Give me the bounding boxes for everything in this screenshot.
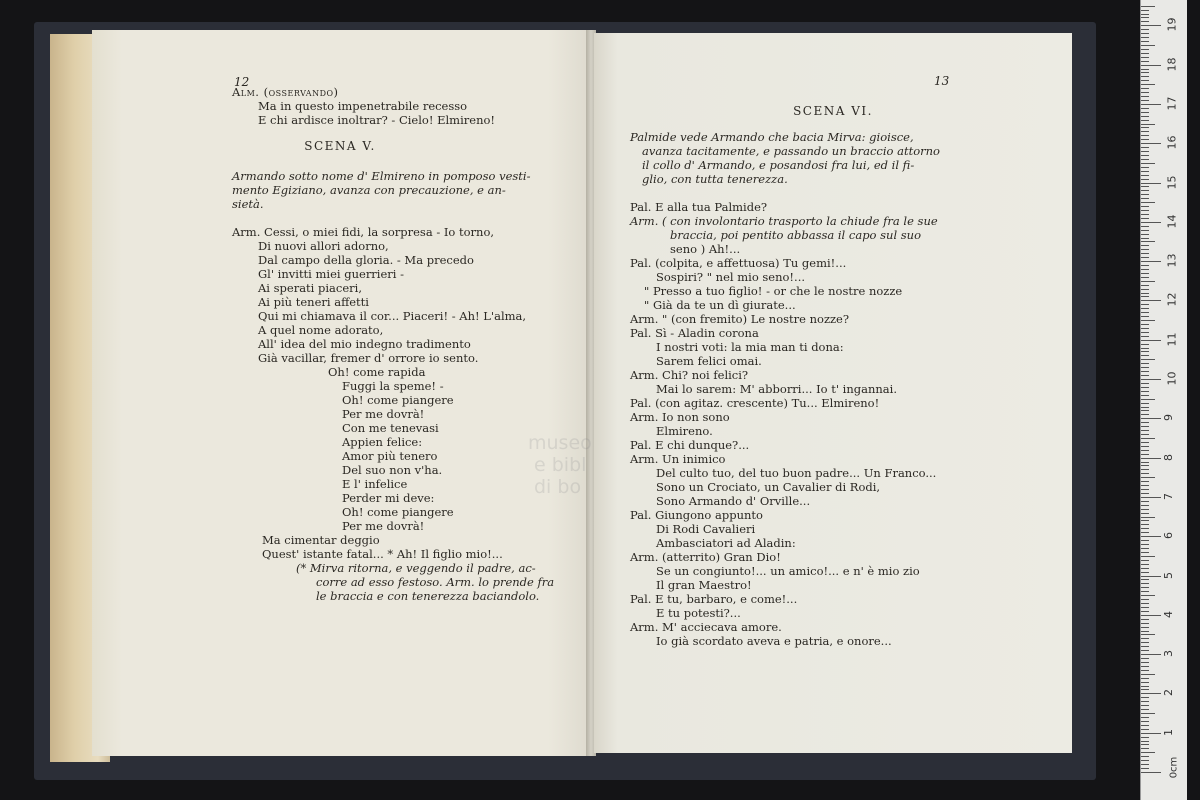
dialogue-line: Arm. (atterrito) Gran Dio! <box>630 550 781 564</box>
ruler-number: 7 <box>1162 492 1175 500</box>
ruler-tick <box>1141 49 1149 50</box>
dialogue-line: Sarem felici omai. <box>656 354 762 368</box>
aria-line: Fuggi la speme! - <box>342 379 444 393</box>
ruler-tick <box>1141 375 1149 376</box>
ruler-tick <box>1141 548 1149 549</box>
ruler-tick <box>1141 253 1149 254</box>
aria-line: Del suo non v'ha. <box>342 463 443 477</box>
ruler-tick <box>1141 634 1155 635</box>
ruler-tick <box>1141 540 1149 541</box>
ruler-number: 16 <box>1165 135 1179 150</box>
ruler-tick <box>1141 76 1149 77</box>
ruler-tick <box>1141 53 1149 54</box>
ruler-tick <box>1141 744 1149 745</box>
ruler-tick <box>1141 300 1161 301</box>
dialogue-line: E tu potesti?... <box>656 606 741 620</box>
ruler-tick <box>1141 552 1149 553</box>
ruler-tick <box>1141 576 1161 577</box>
ruler-number: 19 <box>1165 17 1179 32</box>
ruler-tick <box>1141 367 1149 368</box>
ruler-tick <box>1141 214 1149 215</box>
ruler-tick <box>1141 422 1149 423</box>
ruler-tick <box>1141 127 1149 128</box>
ruler-number: 3 <box>1162 650 1175 658</box>
dialogue-line: Pal. E tu, barbaro, e come!... <box>630 592 798 606</box>
ruler-tick <box>1141 497 1161 498</box>
ruler-tick <box>1141 355 1149 356</box>
ruler-tick <box>1141 509 1149 510</box>
ruler-number: 10 <box>1165 371 1179 386</box>
ruler-tick <box>1141 572 1149 573</box>
ruler-tick <box>1141 285 1149 286</box>
ruler-tick <box>1141 139 1149 140</box>
ruler-tick <box>1141 234 1149 235</box>
dialogue-line: Elmireno. <box>656 424 713 438</box>
ruler-tick <box>1141 725 1149 726</box>
ruler-tick <box>1141 230 1149 231</box>
ruler-tick <box>1141 171 1149 172</box>
ruler-tick <box>1141 351 1149 352</box>
ruler-tick <box>1141 709 1149 710</box>
ruler-number: 18 <box>1165 57 1179 72</box>
ruler-tick <box>1141 670 1149 671</box>
aria-line: Perder mi deve: <box>342 491 435 505</box>
ruler-tick <box>1141 591 1149 592</box>
ruler-tick <box>1141 517 1155 518</box>
ruler-tick <box>1141 163 1155 164</box>
ruler-tick <box>1141 108 1149 109</box>
ruler-tick <box>1141 666 1149 667</box>
ruler-tick <box>1141 69 1149 70</box>
verse-line: A quel nome adorato, <box>258 323 384 337</box>
ruler-tick <box>1141 619 1149 620</box>
stage-direction: il collo d' Armando, e posandosi fra lui, ed il fi- <box>642 158 915 172</box>
ruler-tick <box>1141 143 1161 144</box>
ruler-tick <box>1141 21 1149 22</box>
ruler-tick <box>1141 72 1149 73</box>
ruler-tick <box>1141 741 1149 742</box>
ruler-tick <box>1141 37 1149 38</box>
ruler-tick <box>1141 147 1149 148</box>
ruler-tick <box>1141 65 1161 66</box>
aria-line: Oh! come rapida <box>328 365 426 379</box>
ruler-tick <box>1141 560 1149 561</box>
scene-heading: SCENA VI. <box>793 104 873 118</box>
ruler-tick <box>1141 544 1149 545</box>
ruler-tick <box>1141 100 1149 101</box>
ruler-tick <box>1141 528 1149 529</box>
ruler-tick <box>1141 450 1149 451</box>
ruler-tick <box>1141 344 1149 345</box>
ruler-tick <box>1141 579 1149 580</box>
ruler-tick <box>1141 595 1155 596</box>
ruler-tick <box>1141 340 1161 341</box>
ruler-tick <box>1141 564 1149 565</box>
ruler-tick <box>1141 729 1149 730</box>
ruler-tick <box>1141 638 1149 639</box>
ruler-tick <box>1141 768 1149 769</box>
ruler-tick <box>1141 249 1149 250</box>
verse-line: Arm. Cessi, o miei fidi, la sorpresa - Io torno, <box>232 225 495 239</box>
ruler-tick <box>1141 678 1149 679</box>
ruler-tick <box>1141 477 1155 478</box>
ruler-tick <box>1141 179 1149 180</box>
dialogue-line: Io già scordato aveva e patria, e onore... <box>656 634 892 648</box>
dialogue-line: braccia, poi pentito abbassa il capo sul suo <box>670 228 922 242</box>
ruler-tick <box>1141 328 1149 329</box>
ruler-tick <box>1141 693 1161 694</box>
verse-line: Quest' istante fatal... * Ah! Il figlio mio!... <box>262 547 503 561</box>
ruler-tick <box>1141 686 1149 687</box>
ruler-tick <box>1141 151 1149 152</box>
ruler-tick <box>1141 462 1149 463</box>
library-watermark <box>528 432 592 498</box>
ruler-tick <box>1141 520 1149 521</box>
ruler-tick <box>1141 465 1149 466</box>
ruler-tick <box>1141 25 1161 26</box>
ruler-tick <box>1141 293 1149 294</box>
ruler-tick <box>1141 458 1161 459</box>
dialogue-line: Ambasciatori ad Aladin: <box>656 536 796 550</box>
ruler-tick <box>1141 289 1149 290</box>
verse-line: Ai più teneri affetti <box>258 295 369 309</box>
right-page <box>594 33 1072 753</box>
ruler-number: 4 <box>1162 610 1175 618</box>
ruler-tick <box>1141 756 1149 757</box>
ruler-tick <box>1141 155 1149 156</box>
ruler-tick <box>1141 273 1149 274</box>
ruler-tick <box>1141 489 1149 490</box>
ruler-tick <box>1141 760 1149 761</box>
ruler-tick <box>1141 493 1149 494</box>
ruler-tick <box>1141 159 1149 160</box>
verse-line: Ma in questo impenetrabile recesso <box>258 99 468 113</box>
ruler-tick <box>1141 646 1149 647</box>
dialogue-line: Sono un Crociato, un Cavalier di Rodi, <box>656 480 881 494</box>
ruler-number: 17 <box>1165 96 1179 111</box>
stage-direction: Palmide vede Armando che bacia Mirva: gioisce, <box>630 130 914 144</box>
ruler-tick <box>1141 556 1155 557</box>
ruler-tick <box>1141 454 1149 455</box>
dialogue-line: I nostri voti: la mia man ti dona: <box>656 340 844 354</box>
ruler-tick <box>1141 395 1149 396</box>
ruler-tick <box>1141 407 1149 408</box>
ruler-tick <box>1141 88 1149 89</box>
ruler-tick <box>1141 658 1149 659</box>
ruler-tick <box>1141 245 1149 246</box>
ruler-tick <box>1141 403 1149 404</box>
ruler-tick <box>1141 308 1149 309</box>
ruler-tick <box>1141 29 1149 30</box>
ruler-tick <box>1141 442 1149 443</box>
ruler-number: 12 <box>1165 292 1179 307</box>
ruler-tick <box>1141 682 1149 683</box>
scene-heading: SCENA V. <box>304 139 376 153</box>
ruler-tick <box>1141 697 1149 698</box>
ruler-tick <box>1141 599 1149 600</box>
ruler-tick <box>1141 642 1149 643</box>
ruler-number: 11 <box>1165 332 1179 347</box>
dialogue-line: Arm. " (con fremito) Le nostre nozze? <box>630 312 850 326</box>
ruler-tick <box>1141 434 1149 435</box>
ruler-tick <box>1141 194 1149 195</box>
aria-line: Per me dovrà! <box>342 519 425 533</box>
ruler-tick <box>1141 175 1149 176</box>
ruler-tick <box>1141 662 1149 663</box>
ruler-tick <box>1141 348 1149 349</box>
ruler-tick <box>1141 430 1149 431</box>
aria-line: Amor più tenero <box>342 449 438 463</box>
watermark-line: museo <box>528 432 592 454</box>
ruler-tick <box>1141 257 1149 258</box>
verse-line: Gl' invitti miei guerrieri - <box>258 267 405 281</box>
ruler-tick <box>1141 587 1149 588</box>
aria-line: Con me tenevasi <box>342 421 439 435</box>
ruler-unit-label: 0cm <box>1168 756 1180 779</box>
ruler-tick <box>1141 61 1149 62</box>
dialogue-line: Del culto tuo, del tuo buon padre... Un Franco... <box>656 466 937 480</box>
dialogue-line: Pal. Sì - Aladin corona <box>630 326 759 340</box>
aria-line: Appien felice: <box>342 435 423 449</box>
aria-line: E l' infelice <box>342 477 408 491</box>
ruler-tick <box>1141 84 1155 85</box>
ruler-tick <box>1141 399 1155 400</box>
ruler-tick <box>1141 631 1149 632</box>
ruler-number: 5 <box>1162 571 1175 579</box>
dialogue-line: Il gran Maestro! <box>656 578 752 592</box>
ruler-tick <box>1141 206 1149 207</box>
dialogue-line: Mai lo sarem: M' abborri... Io t' ingannai. <box>656 382 897 396</box>
aria-line: Oh! come piangere <box>342 393 454 407</box>
ruler-tick <box>1141 210 1149 211</box>
watermark-line: e bibl <box>534 454 587 476</box>
ruler-tick <box>1141 689 1149 690</box>
ruler-tick <box>1141 238 1149 239</box>
ruler-tick <box>1141 410 1149 411</box>
ruler-tick <box>1141 469 1149 470</box>
ruler-number: 1 <box>1162 728 1175 736</box>
ruler-tick <box>1141 524 1149 525</box>
ruler-tick <box>1141 57 1149 58</box>
ruler-tick <box>1141 650 1149 651</box>
ruler-tick <box>1141 654 1161 655</box>
speaker-line: Alm. (osservando) <box>232 85 339 99</box>
footnote-line: corre ad esso festoso. Arm. lo prende fra <box>316 575 555 589</box>
verse-line: E chi ardisce inoltrar? - Cielo! Elmireno! <box>258 113 496 127</box>
ruler-tick <box>1141 485 1149 486</box>
ruler-tick <box>1141 438 1155 439</box>
ruler-tick <box>1141 623 1149 624</box>
ruler-tick <box>1141 183 1161 184</box>
ruler-tick <box>1141 190 1149 191</box>
ruler-number: 6 <box>1162 532 1175 540</box>
ruler-tick <box>1141 426 1149 427</box>
ruler-tick <box>1141 269 1149 270</box>
ruler-number: 13 <box>1165 253 1179 268</box>
ruler-number: 14 <box>1165 214 1179 229</box>
ruler-tick <box>1141 446 1149 447</box>
ruler-tick <box>1141 120 1149 121</box>
ruler-tick <box>1141 713 1155 714</box>
ruler-tick <box>1141 568 1149 569</box>
ruler-tick <box>1141 33 1149 34</box>
ruler-tick <box>1141 316 1149 317</box>
ruler-tick <box>1141 717 1149 718</box>
ruler-tick <box>1141 536 1161 537</box>
footnote-line: (* Mirva ritorna, e veggendo il padre, ac- <box>296 561 536 575</box>
ruler-tick <box>1141 116 1149 117</box>
ruler-tick <box>1141 583 1149 584</box>
watermark-line: di bo <box>534 476 582 498</box>
dialogue-line: Arm. Chi? noi felici? <box>630 368 749 382</box>
ruler-tick <box>1141 748 1149 749</box>
ruler-tick <box>1141 383 1149 384</box>
dialogue-line: seno ) Ah!... <box>670 242 741 256</box>
stage-direction: glio, con tutta tenerezza. <box>642 172 788 186</box>
dialogue-line: Pal. Giungono appunto <box>630 508 763 522</box>
ruler-number: 2 <box>1162 689 1175 697</box>
ruler-tick <box>1141 418 1161 419</box>
ruler-tick <box>1141 764 1149 765</box>
dialogue-line: Pal. E alla tua Palmide? <box>630 200 768 214</box>
ruler-tick <box>1141 532 1149 533</box>
dialogue-line: " Presso a tuo figlio! - or che le nostre nozze <box>644 284 903 298</box>
ruler-tick <box>1141 222 1161 223</box>
ruler-tick <box>1141 92 1149 93</box>
ruler-tick <box>1141 379 1161 380</box>
verse-line: Ma cimentar deggio <box>262 533 380 547</box>
footnote-line: le braccia e con tenerezza baciandolo. <box>316 589 540 603</box>
ruler-tick <box>1141 80 1149 81</box>
ruler-tick <box>1141 611 1149 612</box>
ruler-tick <box>1141 218 1149 219</box>
dialogue-line: Sono Armando d' Orville... <box>656 494 811 508</box>
ruler-tick <box>1141 265 1149 266</box>
dialogue-line: Arm. ( con involontario trasporto la chiude fra le sue <box>630 214 938 228</box>
ruler-tick <box>1141 186 1149 187</box>
verse-line: Già vacillar, fremer d' orrore io sento. <box>258 351 479 365</box>
ruler-tick <box>1141 135 1149 136</box>
ruler-tick <box>1141 332 1149 333</box>
ruler-tick <box>1141 96 1149 97</box>
ruler-tick <box>1141 607 1149 608</box>
ruler-tick <box>1141 513 1149 514</box>
aria-line: Oh! come piangere <box>342 505 454 519</box>
ruler-tick <box>1141 481 1149 482</box>
page-number: 12 <box>234 75 250 89</box>
ruler-tick <box>1141 627 1149 628</box>
ruler-tick <box>1141 324 1149 325</box>
ruler-tick <box>1141 277 1149 278</box>
ruler-tick <box>1141 131 1149 132</box>
ruler-tick <box>1141 45 1155 46</box>
stage-direction: mento Egiziano, avanza con precauzione, e an- <box>232 183 506 197</box>
ruler-tick <box>1141 336 1149 337</box>
ruler-tick <box>1141 701 1149 702</box>
ruler-tick <box>1141 473 1149 474</box>
stage-direction: Armando sotto nome d' Elmireno in pomposo vesti- <box>232 169 531 183</box>
ruler-tick <box>1141 226 1149 227</box>
ruler-number: 15 <box>1165 175 1179 189</box>
ruler-tick <box>1141 721 1149 722</box>
dialogue-line: Arm. M' acciecava amore. <box>630 620 782 634</box>
dialogue-line: Di Rodi Cavalieri <box>656 522 756 536</box>
ruler-tick <box>1141 705 1149 706</box>
ruler-tick <box>1141 603 1149 604</box>
ruler-tick <box>1141 387 1149 388</box>
ruler-tick <box>1141 17 1149 18</box>
ruler-tick <box>1141 359 1155 360</box>
verse-line: Di nuovi allori adorno, <box>258 239 389 253</box>
ruler-tick <box>1141 167 1149 168</box>
ruler-tick <box>1141 772 1161 773</box>
dialogue-line: Arm. Un inimico <box>630 452 726 466</box>
ruler-tick <box>1141 198 1149 199</box>
ruler-tick <box>1141 414 1149 415</box>
dialogue-line: Pal. (colpita, e affettuosa) Tu gemi!... <box>630 256 847 270</box>
ruler-tick <box>1141 391 1149 392</box>
ruler-tick <box>1141 241 1155 242</box>
ruler-tick <box>1141 124 1155 125</box>
measurement-ruler <box>1140 0 1187 800</box>
ruler-number: 9 <box>1162 414 1175 422</box>
stage-direction: avanza tacitamente, e passando un braccio attorno <box>642 144 940 158</box>
ruler-tick <box>1141 505 1149 506</box>
ruler-tick <box>1141 752 1155 753</box>
ruler-tick <box>1141 674 1155 675</box>
ruler-tick <box>1141 501 1149 502</box>
ruler-tick <box>1141 202 1155 203</box>
ruler-number: 8 <box>1162 453 1175 461</box>
ruler-tick <box>1141 14 1149 15</box>
dialogue-line: Arm. Io non sono <box>630 410 730 424</box>
ruler-tick <box>1141 41 1149 42</box>
page-number: 13 <box>934 74 950 88</box>
verse-line: All' idea del mio indegno tradimento <box>258 337 471 351</box>
dialogue-line: Sospiri? " nel mio seno!... <box>656 270 806 284</box>
dialogue-line: " Già da te un dì giurate... <box>644 298 796 312</box>
aria-line: Per me dovrà! <box>342 407 425 421</box>
dialogue-line: Pal. (con agitaz. crescente) Tu... Elmireno! <box>630 396 880 410</box>
stage-direction: sietà. <box>232 197 264 211</box>
ruler-tick <box>1141 304 1149 305</box>
ruler-tick <box>1141 296 1149 297</box>
ruler-tick <box>1141 10 1149 11</box>
ruler-tick <box>1141 312 1149 313</box>
ruler-tick <box>1141 6 1155 7</box>
ruler-tick <box>1141 104 1161 105</box>
left-page <box>92 30 588 756</box>
ruler-tick <box>1141 261 1161 262</box>
ruler-tick <box>1141 281 1155 282</box>
ruler-tick <box>1141 112 1149 113</box>
dialogue-line: Se un congiunto!... un amico!... e n' è mio zio <box>656 564 920 578</box>
verse-line: Dal campo della gloria. - Ma precedo <box>258 253 474 267</box>
dialogue-line: Pal. E chi dunque?... <box>630 438 750 452</box>
ruler-tick <box>1141 733 1161 734</box>
verse-line: Ai sperati piaceri, <box>258 281 362 295</box>
ruler-tick <box>1141 371 1149 372</box>
ruler-tick <box>1141 320 1155 321</box>
verse-line: Qui mi chiamava il cor... Piaceri! - Ah! L'alma, <box>258 309 527 323</box>
ruler-tick <box>1141 737 1149 738</box>
ruler-tick <box>1141 363 1149 364</box>
ruler-tick <box>1141 615 1161 616</box>
